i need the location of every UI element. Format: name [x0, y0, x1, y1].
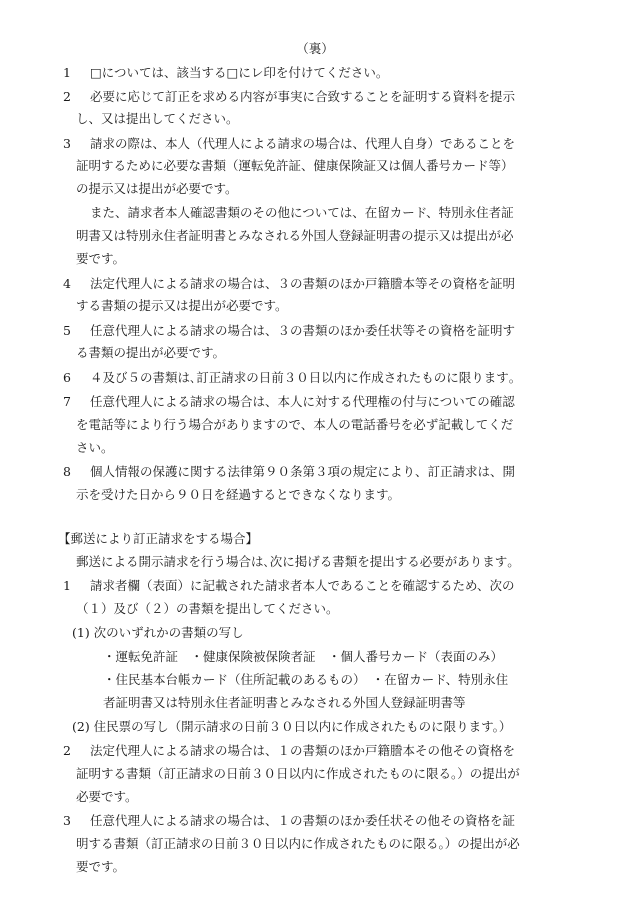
- item-text: 示を受けた日から９０日を経過するとできなくなります。: [76, 487, 401, 502]
- item-text: 証明する書類（訂正請求の日前３０日以内に作成されたものに限る。）の提出が: [76, 766, 520, 781]
- item-text: 証明するために必要な書類（運転免許証、健康保険証又は個人番号カード等）: [76, 158, 514, 173]
- item-number: 2: [63, 89, 71, 104]
- item-text: る書類の提出が必要です。: [76, 345, 226, 360]
- item-number: 3: [63, 813, 71, 828]
- item-text: 明する書類（訂正請求の日前３０日以内に作成されたものに限る。）の提出が必: [76, 836, 520, 851]
- item-text: する書類の提示又は提出が必要です。: [76, 298, 288, 313]
- item-text: 法定代理人による請求の場合は、１の書類のほか戸籍謄本その他その資格を: [90, 743, 516, 758]
- item-text: 個人情報の保護に関する法律第９０条第３項の規定により、訂正請求は、開: [90, 464, 516, 479]
- item-number: 2: [63, 743, 71, 758]
- item-text: 必要です。: [76, 789, 138, 804]
- section-title: 【郵送により訂正請求をする場合】: [58, 531, 259, 546]
- item-number: 5: [63, 323, 71, 338]
- item-number: 3: [63, 136, 71, 151]
- item-text: を電話等により行う場合がありますので、本人の電話番号を必ず記載してくだ: [76, 417, 514, 432]
- bullet-list-line: 者証明書又は特別永住者証明書とみなされる外国人登録証明書等: [103, 695, 466, 710]
- item-text: ４及び５の書類は､訂正請求の日前３０日以内に作成されたものに限ります｡: [90, 370, 516, 385]
- bullet-list-line: ・住民基本台帳カード（住所記載のあるもの） ・在留カード、特別永住: [103, 672, 509, 687]
- item-number: 1: [63, 65, 71, 80]
- item-text: □については、該当する□にレ印を付けてください。: [90, 65, 389, 80]
- page-header: （裏）: [296, 41, 334, 56]
- item-number: 7: [63, 394, 71, 409]
- item-text: さい。: [76, 440, 114, 455]
- sub-item-label: (1) 次のいずれかの書類の写し: [72, 625, 244, 640]
- item-number: 6: [63, 370, 71, 385]
- bullet-list-line: ・運転免許証 ・健康保険被保険者証 ・個人番号カード（表面のみ）: [103, 649, 504, 664]
- section-intro: 郵送による開示請求を行う場合は､次に掲げる書類を提出する必要があります｡: [76, 554, 514, 569]
- sub-item-label: (2) 住民票の写し（開示請求の日前３０日以内に作成されたものに限ります。）: [72, 719, 512, 734]
- item-text: の提示又は提出が必要です。: [76, 181, 238, 196]
- item-text: 法定代理人による請求の場合は、３の書類のほか戸籍謄本等その資格を証明: [90, 276, 516, 291]
- item-text: 明書又は特別永住者証明書とみなされる外国人登録証明書の提示又は提出が必: [76, 228, 514, 243]
- item-text: 必要に応じて訂正を求める内容が事実に合致することを証明する資料を提示: [90, 89, 516, 104]
- item-number: 1: [63, 578, 71, 593]
- item-text: 任意代理人による請求の場合は、本人に対する代理権の付与についての確認: [90, 394, 515, 409]
- item-text: 要です。: [76, 251, 126, 266]
- item-text: し、又は提出してください。: [76, 111, 239, 126]
- item-text: 任意代理人による請求の場合は、３の書類のほか委任状等その資格を証明す: [90, 323, 516, 338]
- item-text: 要です。: [76, 859, 126, 874]
- item-text: また、請求者本人確認書類のその他については、在留カード、特別永住者証: [90, 205, 514, 220]
- item-text: （１）及び（２）の書類を提出してください。: [76, 601, 339, 616]
- item-text: 請求者欄（表面）に記載された請求者本人であることを確認するため、次の: [90, 578, 515, 593]
- item-number: 8: [63, 464, 71, 479]
- item-text: 任意代理人による請求の場合は、１の書類のほか委任状その他その資格を証: [90, 813, 516, 828]
- item-number: 4: [63, 276, 71, 291]
- item-text: 請求の際は、本人（代理人による請求の場合は、代理人自身）であることを: [90, 136, 516, 151]
